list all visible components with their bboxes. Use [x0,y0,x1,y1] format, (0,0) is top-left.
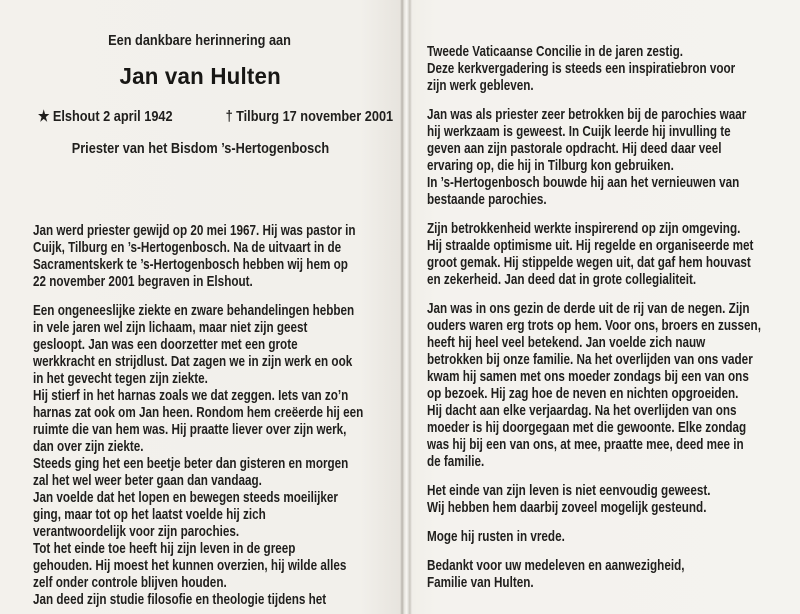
paragraph [427,482,797,516]
text-line: Jan deed zijn studie filosofie en theologie tijdens het [33,591,327,608]
text-line: Moge hij rusten in vrede. [427,528,565,545]
memorial-intro [0,32,400,50]
text-line: en zekerheid. Jan deed dat in grote collegialiteit. [427,271,697,288]
death-cross-icon: † [225,108,234,125]
text-line: Jan was in ons gezin de derde uit de rij van de negen. Zijn [427,300,750,317]
paragraph [33,222,399,290]
left-page-body [33,222,399,608]
text-line: op bezoek. Hij zag hoe de neven en nichten opgroeiden. [427,385,739,402]
text-line: in vele jaren wel zijn lichaam, maar niet zijn geest [33,319,308,336]
birth-info [38,108,173,126]
text-line: groot gemak. Hij stippelde wegen uit, dat gaf hem houvast [427,254,751,271]
text-line: bestaande parochies. [427,191,547,208]
paragraph [427,220,797,288]
birth-date-text: Elshout 2 april 1942 [52,108,173,125]
text-line: dan over zijn ziekte. [33,438,144,455]
birth-star-icon: ★ [38,108,50,125]
text-line: Tot het einde toe heeft hij zijn leven in de greep [33,540,296,557]
text-line: zijn werk gebleven. [427,77,534,94]
text-line: hij werkzaam is geweest. In Cuijk leerde hij invulling te [427,123,731,140]
text-line: geven aan zijn pastorale opdracht. Hij deed daar veel [427,140,722,157]
deceased-name-text: Jan van Hulten [119,63,281,89]
life-dates [38,108,394,126]
text-line: Sacramentskerk te ’s-Hertogenbosch hebben wij hem op [33,256,348,273]
text-line: zelf onder controle blijven houden. [33,574,227,591]
text-line: moeder is hij doorgegaan met die gewoonte. Elke zondag [427,419,747,436]
priest-title [0,140,400,158]
text-line: Tweede Vaticaanse Concilie in de jaren zestig. [427,43,683,60]
paragraph [427,528,797,545]
paragraph [427,557,797,591]
text-line: Wij hebben hem daarbij zoveel mogelijk gesteund. [427,499,707,516]
text-line: Bedankt voor uw medeleven en aanwezigheid, [427,557,685,574]
text-line: Jan voelde dat het lopen en bewegen steeds moeilijker [33,489,338,506]
text-line: Jan was als priester zeer betrokken bij de parochies waar [427,106,747,123]
text-line: Jan werd priester gewijd op 20 mei 1967. Hij was pastor in [33,222,356,239]
center-fold-crease [400,0,413,614]
text-line: zal het wel weer beter gaan dan vandaag. [33,472,262,489]
text-line: Het einde van zijn leven is niet eenvoudig geweest. [427,482,711,499]
text-line: Hij straalde optimisme uit. Hij regelde en organiseerde met [427,237,754,254]
text-line: gesloopt. Jan was een doorzetter met een grote [33,336,298,353]
text-line: heeft hij heel veel betekend. Jan voelde zich nauw [427,334,706,351]
right-page-body [427,43,797,591]
text-line: Steeds ging het een beetje beter dan gisteren en morgen [33,455,349,472]
text-line: gehouden. Hij moest het kunnen overzien, hij wilde alles [33,557,347,574]
text-line: Een ongeneeslijke ziekte en zware behandelingen hebben [33,302,355,319]
priest-title-text: Priester van het Bisdom ’s-Hertogenbosch [71,140,329,157]
memorial-intro-text: Een dankbare herinnering aan [108,32,292,49]
text-line: 22 november 2001 begraven in Elshout. [33,273,253,290]
text-line: Hij stierf in het harnas zoals we dat zeggen. Iets van zo’n [33,387,349,404]
text-line: ervaring op, die hij in Tilburg kon gebruiken. [427,157,674,174]
text-line: Hij dacht aan elke verjaardag. Na het overlijden van ons [427,402,737,419]
text-line: Deze kerkvergadering is steeds een inspiratiebron voor [427,60,736,77]
text-line: de familie. [427,453,485,470]
paragraph [427,300,797,470]
text-line: In ’s-Hertogenbosch bouwde hij aan het vernieuwen van [427,174,740,191]
paragraph [33,302,399,608]
death-date-text: Tilburg 17 november 2001 [236,108,394,125]
text-line: Zijn betrokkenheid werkte inspirerend op zijn omgeving. [427,220,741,237]
text-line: ging, maar tot op het laatst voelde hij zich [33,506,266,523]
text-line: kwam hij samen met ons moeder zondags bij een van ons [427,368,749,385]
paragraph [427,106,797,208]
text-line: ouders waren erg trots op hem. Voor ons, broers en zussen, [427,317,761,334]
death-info [226,108,394,126]
paragraph [427,43,797,94]
text-line: Familie van Hulten. [427,574,534,591]
deceased-name [0,62,400,90]
text-line: verantwoordelijk voor zijn parochies. [33,523,240,540]
text-line: ruimte die van hem was. Hij praatte liever over zijn werk, [33,421,347,438]
text-line: werkkracht en strijdlust. Dat zagen we in zijn werk en ook [33,353,353,370]
text-line: was hij bij een van ons, at mee, praatte mee, deed mee in [427,436,744,453]
text-line: betrokken bij onze familie. Na het overlijden van ons vader [427,351,753,368]
text-line: harnas zat ook om Jan heen. Rondom hem creëerde hij een [33,404,364,421]
text-line: Cuijk, Tilburg en ’s-Hertogenbosch. Na de uitvaart in de [33,239,342,256]
text-line: in het gevecht tegen zijn ziekte. [33,370,208,387]
